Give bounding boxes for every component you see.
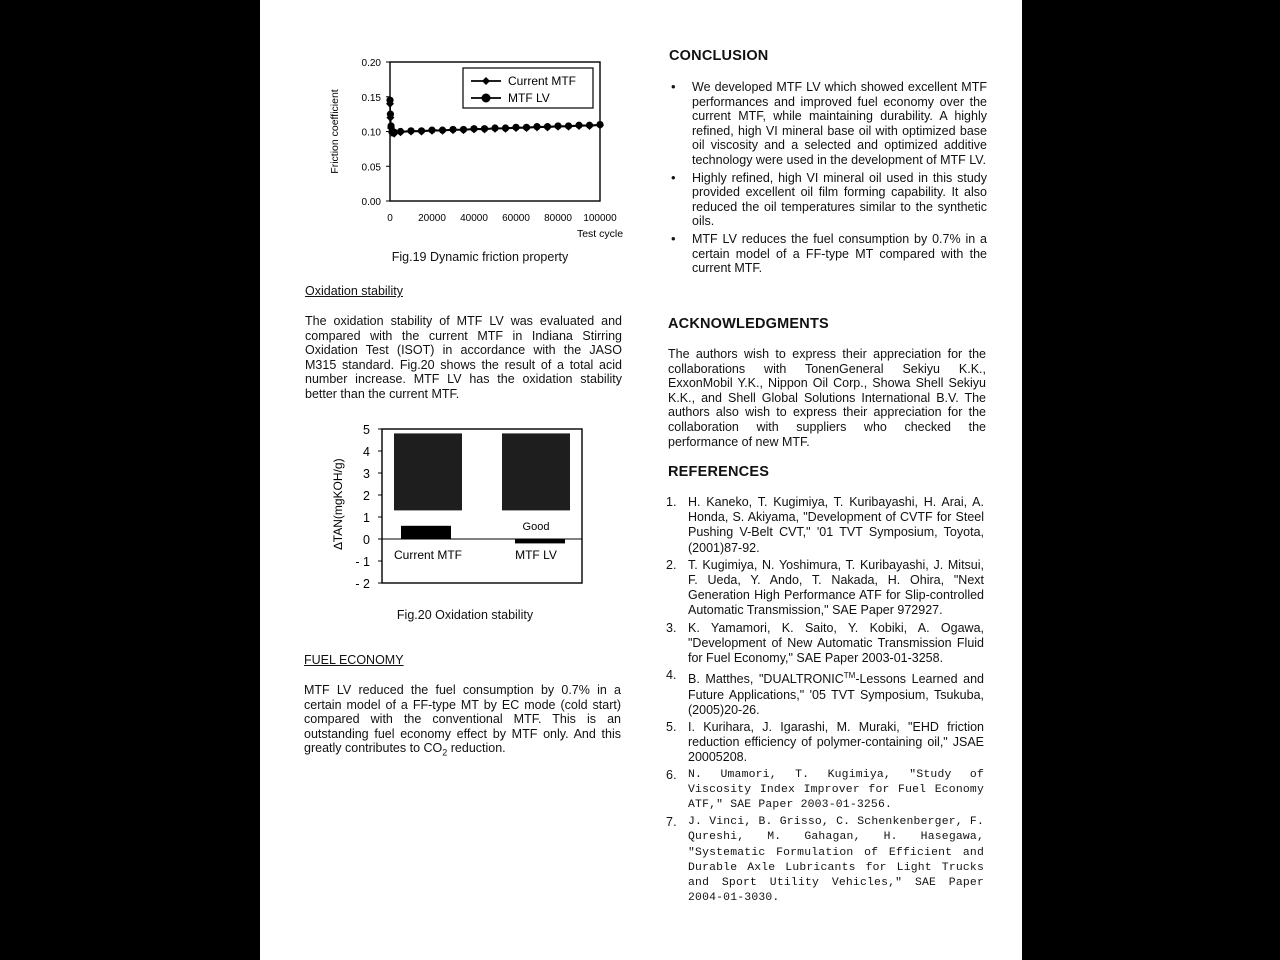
reference-item xyxy=(666,720,984,766)
x-tick-label: 20000 xyxy=(418,213,446,224)
y-tick-label: - 1 xyxy=(355,555,370,569)
reference-item xyxy=(666,815,984,906)
y-axis-label: ∆TAN(mgKOH/g) xyxy=(331,458,345,550)
x-tick-label: 80000 xyxy=(544,213,572,224)
y-tick-label: 5 xyxy=(363,423,370,437)
data-point xyxy=(502,124,509,131)
data-point xyxy=(481,125,488,132)
conclusion-list xyxy=(669,80,987,279)
data-point xyxy=(544,123,551,130)
fuel-text-end: reduction. xyxy=(447,741,506,756)
oxidation-paragraph: The oxidation stability of MTF LV was evaluated and compared with the current MTF in Indiana Stirring Oxidation Test (ISOT) in accordance with the JASO M315 standard. Fig.20 shows the result of a total acid number increase. MTF LV has the oxidation stability better than the current MTF. xyxy=(305,314,622,401)
x-tick-label: 0 xyxy=(387,213,393,224)
legend-marker xyxy=(482,94,491,103)
y-tick-label: 1 xyxy=(363,511,370,525)
data-point xyxy=(407,127,414,134)
fig19-caption: Fig.19 Dynamic friction property xyxy=(391,250,569,264)
data-point xyxy=(512,124,519,131)
reference-number: 2. xyxy=(666,557,677,572)
reference-text: K. Yamamori, K. Saito, Y. Kobiki, A. Ogawa, "Development of New Automatic Transmission Fluid for Fuel Economy," SAE Paper 2003-01-3258. xyxy=(688,620,984,666)
x-axis-label: Test cycle xyxy=(576,228,624,240)
oxidation-heading: Oxidation stability xyxy=(305,284,403,298)
data-point xyxy=(418,127,425,134)
legend-label: Current MTF xyxy=(508,74,577,88)
reference-item xyxy=(666,621,984,667)
reference-number: 6. xyxy=(666,767,677,782)
x-tick-label: 100000 xyxy=(583,213,617,224)
reference-number: 7. xyxy=(666,815,677,830)
references-list xyxy=(666,495,984,908)
data-point xyxy=(460,126,467,133)
good-annotation: Good xyxy=(522,521,550,534)
reference-item xyxy=(666,668,984,718)
paper-page xyxy=(260,0,1022,960)
data-point xyxy=(387,111,394,118)
bar xyxy=(515,539,565,543)
x-tick-label: 60000 xyxy=(502,213,530,224)
data-point xyxy=(533,123,540,130)
data-point xyxy=(586,122,593,129)
bar xyxy=(401,526,451,539)
reference-number: 5. xyxy=(666,720,677,734)
y-tick-label: 0.00 xyxy=(361,197,381,208)
reference-text: B. Matthes, "DUALTRONIC xyxy=(688,672,844,687)
data-point xyxy=(575,122,582,129)
conclusion-bullet: • MTF LV reduces the fuel consumption by 0.7% in a certain model of a FF-type MT compared with the current MTF. xyxy=(669,232,987,276)
conclusion-heading: CONCLUSION xyxy=(669,48,769,64)
data-point xyxy=(554,122,561,129)
y-tick-label: 0 xyxy=(363,533,370,547)
y-tick-label: 0.10 xyxy=(361,127,381,139)
y-tick-label: 2 xyxy=(363,489,370,503)
y-tick-label: 0.20 xyxy=(361,58,381,69)
reference-text: T. Kugimiya, N. Yoshimura, T. Kuribayashi, J. Mitsui, F. Ueda, Y. Ando, T. Nakada, H. Ohira, "Next Generation High Performance ATF for Slip-controlled Automatic Transmission," SAE Paper 972927. xyxy=(688,557,984,618)
x-tick-label: 40000 xyxy=(460,213,488,224)
data-point xyxy=(428,127,435,134)
y-tick-label: 4 xyxy=(363,445,370,459)
reference-text: N. Umamori, T. Kugimiya, "Study of Viscosity Index Improver for Fuel Economy ATF," SAE Paper 2003-01-3256. xyxy=(688,768,984,812)
acknowledgments-paragraph: The authors wish to express their appreciation for the collaborations with TonenGeneral Sekiyu K.K., ExxonMobil Y.K., Nippon Oil Corp., Showa Shell Sekiyu K.K., and Shell Global Solutions International B.V. The authors also wish to express their appreciation for the collaboration with suppliers who checked the performance of new MTF. xyxy=(668,347,986,449)
y-tick-label: 0.15 xyxy=(361,92,381,104)
y-tick-label: 3 xyxy=(363,467,370,481)
conclusion-bullet: • We developed MTF LV which showed excellent MTF performances and improved fuel economy over the current MTF, while maintaining durability. A highly refined, high VI mineral base oil with optimized base oil viscosity and a selected and optimized additive technology were used in the development of MTF LV. xyxy=(669,80,987,168)
reference-item xyxy=(666,558,984,619)
y-tick-label: 0.05 xyxy=(361,162,381,174)
co2-subscript: 2 xyxy=(442,747,448,758)
reference-text: H. Kaneko, T. Kugimiya, T. Kuribayashi, H. Arai, A. Honda, S. Akiyama, "Development of CVTF for Steel Pushing V-Belt CVT," '01 TVT Symposium, Toyota, (2001)87-92. xyxy=(688,495,984,555)
fuel-economy-paragraph xyxy=(304,683,621,760)
acknowledgments-heading: ACKNOWLEDGMENTS xyxy=(668,316,829,332)
data-point xyxy=(596,121,603,128)
reference-number: 4. xyxy=(666,668,677,683)
data-point xyxy=(386,97,393,104)
category-label: MTF LV xyxy=(515,547,557,562)
y-tick-label: - 2 xyxy=(355,577,370,591)
reference-text: J. Vinci, B. Grisso, C. Schenkenberger, F. Qureshi, M. Gahagan, H. Hasegawa, "Systematic Formulation of Efficient and Durable Axle Lubricants for Light Trucks and Sport Utility Vehicles," SAE Paper 2004-01-3030. xyxy=(688,816,984,905)
reference-item xyxy=(666,495,984,556)
shaded-block xyxy=(502,433,570,510)
data-point xyxy=(470,125,477,132)
data-point xyxy=(397,128,404,135)
data-point xyxy=(391,129,398,136)
reference-item xyxy=(666,768,984,814)
fig20-caption: Fig.20 Oxidation stability xyxy=(396,608,534,622)
fuel-economy-heading: FUEL ECONOMY xyxy=(304,653,404,667)
fig19-chart xyxy=(320,50,640,250)
reference-text: I. Kurihara, J. Igarashi, M. Muraki, "EHD friction reduction efficiency of polymer-containing oil," JSAE 20005208. xyxy=(688,720,984,765)
trademark-superscript: TM xyxy=(843,671,856,681)
legend-label: MTF LV xyxy=(508,91,550,105)
category-label: Current MTF xyxy=(393,547,463,562)
data-point xyxy=(439,127,446,134)
data-point xyxy=(491,124,498,131)
data-point xyxy=(523,124,530,131)
reference-number: 1. xyxy=(666,495,677,509)
data-point xyxy=(565,122,572,129)
reference-number: 3. xyxy=(666,620,677,635)
shaded-block xyxy=(394,433,462,510)
references-heading: REFERENCES xyxy=(668,464,770,480)
y-axis-label: Friction coefficient xyxy=(329,89,341,174)
reference-text: -Lessons Learned and Future Applications," '05 TVT Symposium, Tsukuba, (2005)20-26. xyxy=(688,672,984,717)
fig20-chart xyxy=(320,415,610,600)
fuel-text-main: MTF LV reduced the fuel consumption by 0.7% in a certain model of a FF-type MT by EC mode (cold start) compared with the conventional MTF. This is an outstanding fuel economy effect by MTF only. And this greatly contributes to CO xyxy=(304,683,621,756)
data-point xyxy=(449,126,456,133)
conclusion-bullet: • Highly refined, high VI mineral oil used in this study provided excellent oil film forming capability. It also reduced the oil temperatures similar to the synthetic oils. xyxy=(669,171,987,229)
